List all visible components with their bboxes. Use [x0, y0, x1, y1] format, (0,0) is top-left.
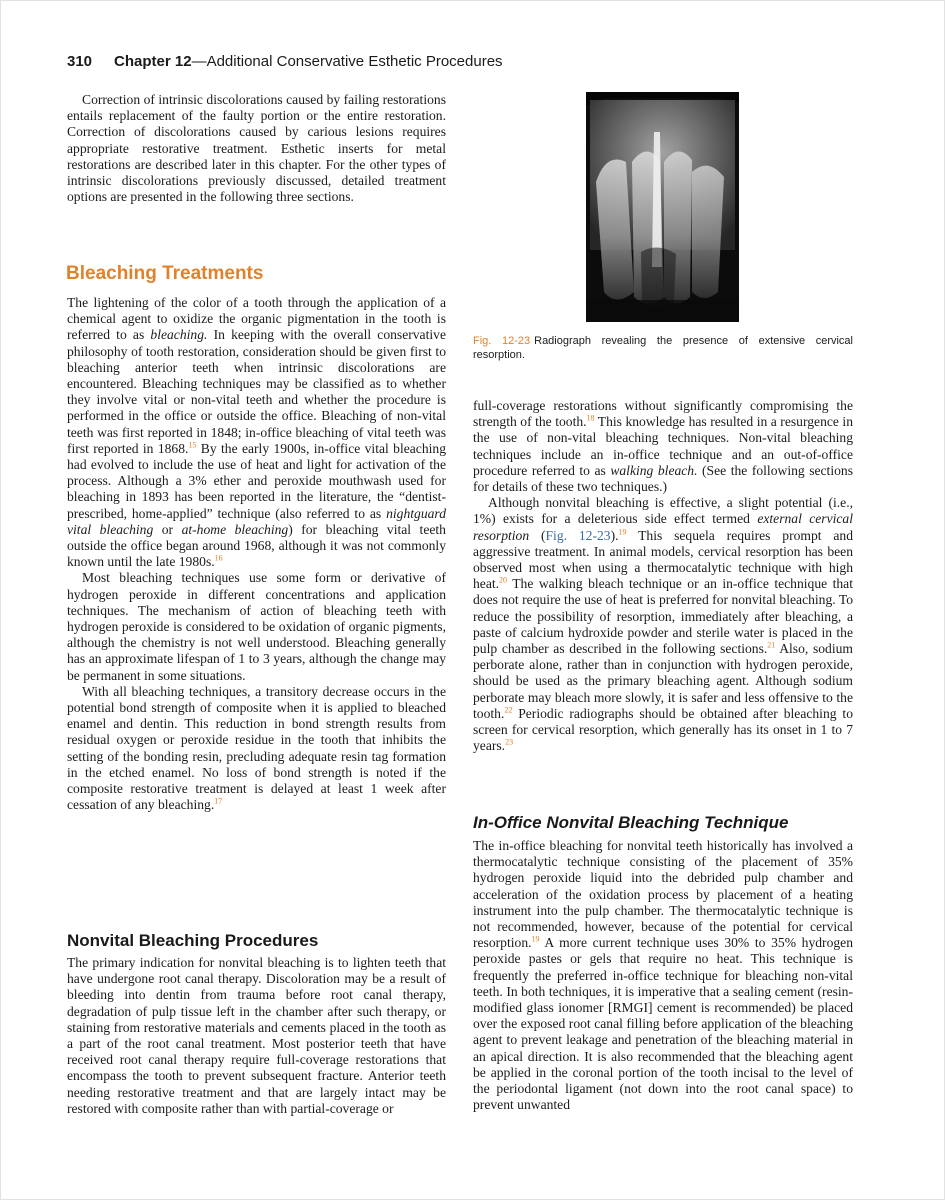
figure-caption	[473, 334, 853, 362]
radiograph-figure	[586, 92, 739, 322]
nonvital-paragraph-1: The primary indication for nonvital bleaching is to lighten teeth that have undergone root canal therapy. Discoloration may be a result of bleeding into dentin from trauma before root canal therapy, degradation of pulp tissue left in the chamber after such therapy, or staining from restorative materials and cements placed in the tooth as a part of the root canal treatment. Most posterior teeth that have received root canal therapy require full-coverage restorations that encompass the tooth to prevent subsequent fracture. Anterior teeth needing restorative treatment and that are largely intact may be restored with composite rather than with partial-coverage or	[67, 955, 446, 1116]
radiograph-image	[586, 92, 739, 322]
page-number: 310	[67, 53, 93, 70]
figure-reference-link[interactable]: Fig. 12-23	[545, 527, 611, 543]
chapter-label: Chapter 12	[114, 53, 192, 70]
right-paragraph-1: full-coverage restorations without significantly compromising the strength of the tooth.$^{18}$ This knowledge has resulted in a resurgence in the use of non-vital bleaching techniques. Non-vital bleaching techniques include an in-office technique and an out-of-office procedure referred to as walking bleach. (See the following sections for details of these two techniques.)	[473, 398, 853, 495]
nonvital-procedures-heading: Nonvital Bleaching Procedures	[67, 931, 319, 950]
bleaching-paragraph-2: Most bleaching techniques use some form or derivative of hydrogen peroxide in different concentrations and application techniques. The mechanism of action of bleaching teeth with hydrogen peroxide is considered to be oxidation of organic pigments, although the chemistry is not well understood. Bleaching generally has an approximate lifespan of 1 to 3 years, although the change may be permanent in some situations.	[67, 570, 446, 683]
running-header	[67, 53, 503, 70]
nonvital-body	[67, 955, 446, 1117]
inoffice-body	[473, 838, 853, 1113]
figure-label: Fig. 12-23	[473, 335, 531, 347]
inoffice-paragraph-1: The in-office bleaching for nonvital teeth historically has involved a thermocatalytic technique consisting of the placement of 35% hydrogen peroxide liquid into the debrided pulp chamber and acceleration of the oxidation process by placement of a heating instrument into the pulp chamber. The thermocatalytic technique is not recommended, however, because of the potential for cervical resorption.$^{19}$ A more current technique uses 30% to 35% hydrogen peroxide pastes or gels that require no heat. This technique is frequently the preferred in-office technique for bleaching non-vital teeth. In both techniques, it is imperative that a sealing cement (resin-modified glass ionomer [RMGI] cement is recommended) be placed over the exposed root canal filling before application of the bleaching agent to prevent leakage and penetration of the bleaching material in an apical direction. It is also recommended that the bleaching agent be applied in the coronal portion of the tooth incisal to the level of the periodontal ligament (not down into the root canal space) to prevent unwanted	[473, 838, 853, 1113]
intro-block	[67, 92, 446, 205]
chapter-title: —Additional Conservative Esthetic Procedures	[191, 53, 503, 70]
bleaching-paragraph-1: The lightening of the color of a tooth through the application of a chemical agent to oxidize the organic pigmentation in the tooth is referred to as bleaching. In keeping with the overall conservative philosophy of tooth restoration, consideration should be given first to bleaching anterior teeth when intrinsic discolorations are encountered. Bleaching techniques may be classified as to whether they involve vital or non-vital teeth and whether the procedure is performed in the office or outside the office. Bleaching of non-vital teeth was first reported in 1848; in-office bleaching of vital teeth was first reported in 1868.15 By the early 1900s, in-office vital bleaching had evolved to include the use of heat and light for activation of the process. Although a 3% ether and peroxide mouthwash used for bleaching in 1893 has been reported in the literature, the “dentist-prescribed, home-applied” technique (also referred to as nightguard vital bleaching or at-home bleaching) for bleaching vital teeth outside the office began around 1968, although it was not commonly known until the late 1980s.$^{16}$	[67, 295, 446, 570]
bleaching-paragraph-3: With all bleaching techniques, a transitory decrease occurs in the potential bond strength of composite when it is applied to bleached enamel and dentin. This reduction in bond strength results from residual oxygen or peroxide residue in the tooth that inhibits the setting of the bonding resin, precluding adequate resin tag formation in the etched enamel. No loss of bond strength is noted if the composite restorative treatment is delayed at least 1 week after cessation of any bleaching.$^{17}$	[67, 683, 446, 813]
figure-caption-text: Radiograph revealing the presence of extensive cervical resorption.	[473, 335, 853, 361]
right-paragraph-2: Although nonvital bleaching is effective, a slight potential (i.e., 1%) exists for a deleterious side effect termed external cervical resorption (Fig. 12-23).$^{19}$ This sequela requires prompt and aggressive treatment. In animal models, cervical resorption has been observed most when using a thermocatalytic technique with high heat.$^{20}$ The walking bleach technique or an in-office technique that does not require the use of heat is preferred for nonvital bleaching. To reduce the possibility of resorption, immediately after bleaching, a paste of calcium hydroxide powder and sterile water is placed in the pulp chamber as described in the following sections.$^{21}$ Also, sodium perborate alone, rather than in conjunction with hydrogen peroxide, should be used as the primary bleaching agent. Although sodium perborate may bleach more slowly, it is safer and less offensive to the tooth.$^{22}$ Periodic radiographs should be obtained after bleaching to screen for cervical resorption, which generally has its onset in 1 to 7 years.$^{23}$	[473, 495, 853, 754]
bleaching-treatments-heading: Bleaching Treatments	[66, 263, 264, 284]
bleaching-body	[67, 295, 446, 814]
right-body	[473, 398, 853, 754]
inoffice-technique-heading: In-Office Nonvital Bleaching Technique	[473, 813, 789, 832]
intro-paragraph: Correction of intrinsic discolorations caused by failing restorations entails replacement of the faulty portion or the entire restoration. Correction of discolorations caused by carious lesions requires appropriate restorative treatment. Esthetic inserts for metal restorations are described later in this chapter. For the other types of intrinsic discolorations previously discussed, detailed treatment options are presented in the following three sections.	[67, 92, 446, 205]
